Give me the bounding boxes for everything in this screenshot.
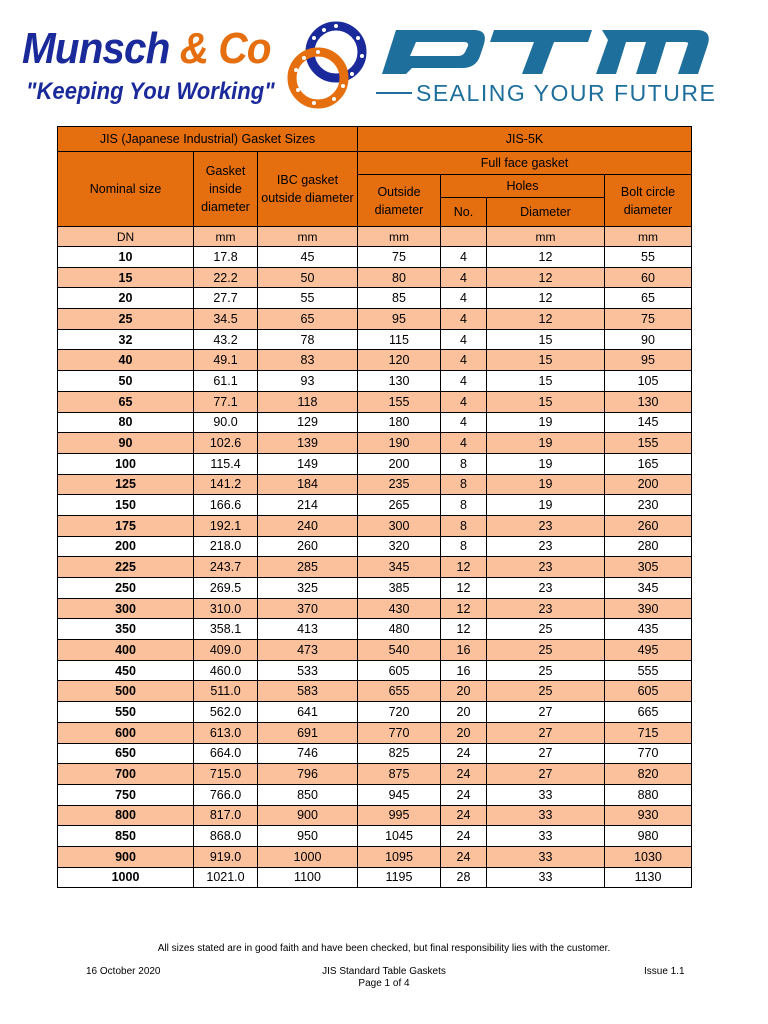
ibc-outside-diameter-cell: 149: [258, 453, 358, 474]
nominal-size-cell: 350: [58, 619, 194, 640]
ibc-outside-diameter-cell: 746: [258, 743, 358, 764]
outside-diameter-cell: 155: [358, 391, 441, 412]
gasket-rings-icon: [284, 20, 374, 110]
holes-number-cell: 28: [441, 867, 487, 888]
holes-number-cell: 24: [441, 826, 487, 847]
holes-number-cell: 4: [441, 329, 487, 350]
outside-diameter-cell: 430: [358, 598, 441, 619]
outside-diameter-cell: 720: [358, 702, 441, 723]
bolt-circle-diameter-cell: 305: [605, 557, 692, 578]
table-row: [58, 640, 692, 661]
holes-diameter-cell: 25: [487, 640, 605, 661]
nominal-size-cell: 65: [58, 391, 194, 412]
holes-number-cell: 4: [441, 412, 487, 433]
holes-diameter-cell: 12: [487, 267, 605, 288]
inside-diameter-cell: 511.0: [194, 681, 258, 702]
holes-diameter-cell: 23: [487, 598, 605, 619]
ibc-outside-diameter-cell: 641: [258, 702, 358, 723]
units-row: [58, 227, 692, 247]
inside-diameter-cell: 77.1: [194, 391, 258, 412]
outside-diameter-cell: 605: [358, 660, 441, 681]
holes-diameter-cell: 23: [487, 578, 605, 599]
ibc-outside-diameter-cell: 83: [258, 350, 358, 371]
ibc-outside-diameter-cell: 370: [258, 598, 358, 619]
holes-number-cell: 4: [441, 247, 487, 268]
holes-diameter-cell: 19: [487, 433, 605, 454]
table-row: [58, 805, 692, 826]
table-row: [58, 722, 692, 743]
footer-doc-title: JIS Standard Table Gaskets: [322, 966, 446, 977]
holes-number-cell: 24: [441, 805, 487, 826]
table-row: [58, 598, 692, 619]
inside-diameter-cell: 269.5: [194, 578, 258, 599]
ptm-logo: [376, 26, 726, 110]
nominal-size-cell: 900: [58, 846, 194, 867]
ibc-outside-diameter-cell: 950: [258, 826, 358, 847]
inside-diameter-cell: 715.0: [194, 764, 258, 785]
unit-cell: mm: [487, 227, 605, 247]
ptm-tagline-bar: [376, 92, 412, 94]
footer-date: 16 October 2020: [86, 966, 161, 977]
inside-diameter-cell: 90.0: [194, 412, 258, 433]
holes-number-cell: 12: [441, 598, 487, 619]
bolt-circle-diameter-cell: 260: [605, 515, 692, 536]
ibc-outside-diameter-cell: 65: [258, 309, 358, 330]
bolt-circle-diameter-cell: 155: [605, 433, 692, 454]
holes-diameter-cell: 25: [487, 681, 605, 702]
table-row: [58, 702, 692, 723]
holes-diameter-cell: 27: [487, 743, 605, 764]
table-row: [58, 784, 692, 805]
table-row: [58, 578, 692, 599]
holes-diameter-cell: 15: [487, 371, 605, 392]
nominal-size-cell: 150: [58, 495, 194, 516]
bolt-circle-diameter-cell: 145: [605, 412, 692, 433]
ibc-outside-diameter-cell: 240: [258, 515, 358, 536]
ibc-outside-diameter-cell: 55: [258, 288, 358, 309]
ibc-outside-diameter-cell: 93: [258, 371, 358, 392]
holes-diameter-cell: 15: [487, 329, 605, 350]
inside-diameter-cell: 766.0: [194, 784, 258, 805]
outside-diameter-cell: 320: [358, 536, 441, 557]
ptm-tagline: SEALING YOUR FUTURE: [416, 80, 717, 106]
bolt-circle-diameter-cell: 495: [605, 640, 692, 661]
holes-number-cell: 4: [441, 309, 487, 330]
table-row: [58, 619, 692, 640]
holes-diameter-cell: 19: [487, 474, 605, 495]
table-row: [58, 453, 692, 474]
inside-diameter-cell: 218.0: [194, 536, 258, 557]
munsch-wordmark: [22, 24, 271, 74]
munsch-name-text: Munsch: [22, 24, 170, 73]
outside-diameter-cell: 1195: [358, 867, 441, 888]
unit-cell: mm: [258, 227, 358, 247]
inside-diameter-cell: 22.2: [194, 267, 258, 288]
table-row: [58, 267, 692, 288]
nominal-size-cell: 200: [58, 536, 194, 557]
holes-diameter-cell: 23: [487, 515, 605, 536]
col-outside-diameter: Outside diameter: [358, 175, 441, 227]
holes-diameter-cell: 12: [487, 247, 605, 268]
bolt-circle-diameter-cell: 60: [605, 267, 692, 288]
ibc-outside-diameter-cell: 691: [258, 722, 358, 743]
nominal-size-cell: 700: [58, 764, 194, 785]
ibc-outside-diameter-cell: 850: [258, 784, 358, 805]
ptm-wordmark-icon: [376, 26, 726, 76]
inside-diameter-cell: 409.0: [194, 640, 258, 661]
holes-diameter-cell: 33: [487, 826, 605, 847]
ibc-outside-diameter-cell: 796: [258, 764, 358, 785]
inside-diameter-cell: 192.1: [194, 515, 258, 536]
inside-diameter-cell: 817.0: [194, 805, 258, 826]
table-row: [58, 660, 692, 681]
inside-diameter-cell: 358.1: [194, 619, 258, 640]
outside-diameter-cell: 190: [358, 433, 441, 454]
holes-number-cell: 4: [441, 433, 487, 454]
outside-diameter-cell: 120: [358, 350, 441, 371]
bolt-circle-diameter-cell: 435: [605, 619, 692, 640]
holes-diameter-cell: 25: [487, 619, 605, 640]
table-row: [58, 557, 692, 578]
holes-diameter-cell: 27: [487, 702, 605, 723]
holes-number-cell: 16: [441, 660, 487, 681]
holes-diameter-cell: 15: [487, 391, 605, 412]
table-row: [58, 371, 692, 392]
outside-diameter-cell: 995: [358, 805, 441, 826]
ibc-outside-diameter-cell: 45: [258, 247, 358, 268]
table-row: [58, 474, 692, 495]
holes-diameter-cell: 15: [487, 350, 605, 371]
holes-number-cell: 4: [441, 350, 487, 371]
holes-diameter-cell: 19: [487, 495, 605, 516]
ibc-outside-diameter-cell: 413: [258, 619, 358, 640]
table-row: [58, 846, 692, 867]
inside-diameter-cell: 17.8: [194, 247, 258, 268]
outside-diameter-cell: 945: [358, 784, 441, 805]
holes-diameter-cell: 33: [487, 784, 605, 805]
outside-diameter-cell: 265: [358, 495, 441, 516]
bolt-circle-diameter-cell: 90: [605, 329, 692, 350]
inside-diameter-cell: 1021.0: [194, 867, 258, 888]
ibc-outside-diameter-cell: 1000: [258, 846, 358, 867]
holes-number-cell: 20: [441, 681, 487, 702]
ibc-outside-diameter-cell: 1100: [258, 867, 358, 888]
holes-number-cell: 4: [441, 391, 487, 412]
inside-diameter-cell: 243.7: [194, 557, 258, 578]
inside-diameter-cell: 49.1: [194, 350, 258, 371]
inside-diameter-cell: 166.6: [194, 495, 258, 516]
group-holes: Holes: [441, 175, 605, 198]
bolt-circle-diameter-cell: 605: [605, 681, 692, 702]
nominal-size-cell: 600: [58, 722, 194, 743]
nominal-size-cell: 32: [58, 329, 194, 350]
holes-diameter-cell: 23: [487, 557, 605, 578]
table-row: [58, 764, 692, 785]
outside-diameter-cell: 1095: [358, 846, 441, 867]
bolt-circle-diameter-cell: 55: [605, 247, 692, 268]
table-row: [58, 515, 692, 536]
holes-number-cell: 8: [441, 474, 487, 495]
holes-number-cell: 8: [441, 495, 487, 516]
holes-number-cell: 24: [441, 764, 487, 785]
outside-diameter-cell: 875: [358, 764, 441, 785]
inside-diameter-cell: 27.7: [194, 288, 258, 309]
outside-diameter-cell: 1045: [358, 826, 441, 847]
inside-diameter-cell: 141.2: [194, 474, 258, 495]
col-gasket-inside-diameter: Gasket inside diameter: [194, 152, 258, 227]
table-row: [58, 391, 692, 412]
col-ibc-outside-diameter: IBC gasket outside diameter: [258, 152, 358, 227]
table-row: [58, 247, 692, 268]
holes-number-cell: 8: [441, 515, 487, 536]
munsch-logo: [22, 22, 362, 112]
inside-diameter-cell: 664.0: [194, 743, 258, 764]
nominal-size-cell: 90: [58, 433, 194, 454]
holes-diameter-cell: 19: [487, 453, 605, 474]
outside-diameter-cell: 80: [358, 267, 441, 288]
bolt-circle-diameter-cell: 65: [605, 288, 692, 309]
bolt-circle-diameter-cell: 1030: [605, 846, 692, 867]
table-row: [58, 309, 692, 330]
bolt-circle-diameter-cell: 130: [605, 391, 692, 412]
unit-cell: mm: [358, 227, 441, 247]
holes-diameter-cell: 27: [487, 764, 605, 785]
outside-diameter-cell: 540: [358, 640, 441, 661]
outside-diameter-cell: 345: [358, 557, 441, 578]
ibc-outside-diameter-cell: 583: [258, 681, 358, 702]
holes-number-cell: 24: [441, 846, 487, 867]
outside-diameter-cell: 655: [358, 681, 441, 702]
bolt-circle-diameter-cell: 230: [605, 495, 692, 516]
nominal-size-cell: 25: [58, 309, 194, 330]
holes-diameter-cell: 12: [487, 309, 605, 330]
bolt-circle-diameter-cell: 665: [605, 702, 692, 723]
col-holes-number: No.: [441, 198, 487, 227]
table-row: [58, 536, 692, 557]
outside-diameter-cell: 300: [358, 515, 441, 536]
holes-diameter-cell: 33: [487, 867, 605, 888]
footer-page-number: Page 1 of 4: [358, 978, 410, 989]
bolt-circle-diameter-cell: 390: [605, 598, 692, 619]
holes-number-cell: 8: [441, 453, 487, 474]
bolt-circle-diameter-cell: 880: [605, 784, 692, 805]
unit-cell: mm: [605, 227, 692, 247]
inside-diameter-cell: 919.0: [194, 846, 258, 867]
ibc-outside-diameter-cell: 50: [258, 267, 358, 288]
holes-diameter-cell: 33: [487, 805, 605, 826]
nominal-size-cell: 100: [58, 453, 194, 474]
outside-diameter-cell: 130: [358, 371, 441, 392]
holes-number-cell: 24: [441, 784, 487, 805]
holes-number-cell: 12: [441, 557, 487, 578]
ibc-outside-diameter-cell: 184: [258, 474, 358, 495]
nominal-size-cell: 650: [58, 743, 194, 764]
inside-diameter-cell: 460.0: [194, 660, 258, 681]
bolt-circle-diameter-cell: 200: [605, 474, 692, 495]
inside-diameter-cell: 310.0: [194, 598, 258, 619]
ibc-outside-diameter-cell: 78: [258, 329, 358, 350]
bolt-circle-diameter-cell: 345: [605, 578, 692, 599]
ibc-outside-diameter-cell: 214: [258, 495, 358, 516]
standard-label: JIS-5K: [358, 127, 692, 152]
nominal-size-cell: 800: [58, 805, 194, 826]
table-row: [58, 433, 692, 454]
holes-number-cell: 8: [441, 536, 487, 557]
bolt-circle-diameter-cell: 820: [605, 764, 692, 785]
nominal-size-cell: 175: [58, 515, 194, 536]
footer-issue: Issue 1.1: [644, 966, 685, 977]
table-row: [58, 826, 692, 847]
holes-diameter-cell: 12: [487, 288, 605, 309]
inside-diameter-cell: 115.4: [194, 453, 258, 474]
nominal-size-cell: 850: [58, 826, 194, 847]
holes-number-cell: 4: [441, 371, 487, 392]
nominal-size-cell: 20: [58, 288, 194, 309]
outside-diameter-cell: 235: [358, 474, 441, 495]
outside-diameter-cell: 480: [358, 619, 441, 640]
table-row: [58, 743, 692, 764]
inside-diameter-cell: 34.5: [194, 309, 258, 330]
holes-number-cell: 12: [441, 578, 487, 599]
inside-diameter-cell: 868.0: [194, 826, 258, 847]
table-row: [58, 681, 692, 702]
outside-diameter-cell: 825: [358, 743, 441, 764]
table-row: [58, 495, 692, 516]
outside-diameter-cell: 75: [358, 247, 441, 268]
outside-diameter-cell: 180: [358, 412, 441, 433]
inside-diameter-cell: 61.1: [194, 371, 258, 392]
ibc-outside-diameter-cell: 533: [258, 660, 358, 681]
ibc-outside-diameter-cell: 118: [258, 391, 358, 412]
bolt-circle-diameter-cell: 555: [605, 660, 692, 681]
munsch-amp-text: & Co: [179, 24, 271, 73]
nominal-size-cell: 50: [58, 371, 194, 392]
group-full-face-gasket: Full face gasket: [358, 152, 692, 175]
outside-diameter-cell: 85: [358, 288, 441, 309]
unit-cell: [441, 227, 487, 247]
holes-diameter-cell: 19: [487, 412, 605, 433]
table-row: [58, 288, 692, 309]
nominal-size-cell: 40: [58, 350, 194, 371]
ibc-outside-diameter-cell: 260: [258, 536, 358, 557]
holes-diameter-cell: 25: [487, 660, 605, 681]
nominal-size-cell: 250: [58, 578, 194, 599]
nominal-size-cell: 750: [58, 784, 194, 805]
holes-diameter-cell: 33: [487, 846, 605, 867]
nominal-size-cell: 15: [58, 267, 194, 288]
col-bolt-circle-diameter: Bolt circle diameter: [605, 175, 692, 227]
ibc-outside-diameter-cell: 473: [258, 640, 358, 661]
ibc-outside-diameter-cell: 900: [258, 805, 358, 826]
inside-diameter-cell: 43.2: [194, 329, 258, 350]
bolt-circle-diameter-cell: 980: [605, 826, 692, 847]
holes-number-cell: 4: [441, 267, 487, 288]
outside-diameter-cell: 770: [358, 722, 441, 743]
bolt-circle-diameter-cell: 280: [605, 536, 692, 557]
holes-diameter-cell: 27: [487, 722, 605, 743]
bolt-circle-diameter-cell: 1130: [605, 867, 692, 888]
table-row: [58, 867, 692, 888]
nominal-size-cell: 225: [58, 557, 194, 578]
holes-diameter-cell: 23: [487, 536, 605, 557]
outside-diameter-cell: 115: [358, 329, 441, 350]
holes-number-cell: 4: [441, 288, 487, 309]
nominal-size-cell: 10: [58, 247, 194, 268]
footer-center: [284, 966, 484, 990]
inside-diameter-cell: 102.6: [194, 433, 258, 454]
holes-number-cell: 16: [441, 640, 487, 661]
bolt-circle-diameter-cell: 715: [605, 722, 692, 743]
nominal-size-cell: 125: [58, 474, 194, 495]
nominal-size-cell: 300: [58, 598, 194, 619]
holes-number-cell: 20: [441, 722, 487, 743]
nominal-size-cell: 450: [58, 660, 194, 681]
ibc-outside-diameter-cell: 285: [258, 557, 358, 578]
nominal-size-cell: 80: [58, 412, 194, 433]
ibc-outside-diameter-cell: 325: [258, 578, 358, 599]
inside-diameter-cell: 613.0: [194, 722, 258, 743]
outside-diameter-cell: 95: [358, 309, 441, 330]
nominal-size-cell: 550: [58, 702, 194, 723]
unit-cell: DN: [58, 227, 194, 247]
table-title: JIS (Japanese Industrial) Gasket Sizes: [58, 127, 358, 152]
gasket-size-table: [57, 126, 692, 888]
bolt-circle-diameter-cell: 165: [605, 453, 692, 474]
unit-cell: mm: [194, 227, 258, 247]
holes-number-cell: 20: [441, 702, 487, 723]
table-row: [58, 329, 692, 350]
bolt-circle-diameter-cell: 105: [605, 371, 692, 392]
nominal-size-cell: 1000: [58, 867, 194, 888]
ibc-outside-diameter-cell: 129: [258, 412, 358, 433]
table-row: [58, 412, 692, 433]
col-holes-diameter: Diameter: [487, 198, 605, 227]
inside-diameter-cell: 562.0: [194, 702, 258, 723]
table-row: [58, 350, 692, 371]
col-nominal-size: Nominal size: [58, 152, 194, 227]
outside-diameter-cell: 385: [358, 578, 441, 599]
bolt-circle-diameter-cell: 770: [605, 743, 692, 764]
bolt-circle-diameter-cell: 75: [605, 309, 692, 330]
holes-number-cell: 24: [441, 743, 487, 764]
outside-diameter-cell: 200: [358, 453, 441, 474]
bolt-circle-diameter-cell: 930: [605, 805, 692, 826]
disclaimer-note: All sizes stated are in good faith and have been checked, but final responsibility lies with the customer.: [157, 943, 611, 954]
bolt-circle-diameter-cell: 95: [605, 350, 692, 371]
munsch-tagline: "Keeping You Working": [26, 78, 275, 105]
holes-number-cell: 12: [441, 619, 487, 640]
ibc-outside-diameter-cell: 139: [258, 433, 358, 454]
nominal-size-cell: 500: [58, 681, 194, 702]
nominal-size-cell: 400: [58, 640, 194, 661]
